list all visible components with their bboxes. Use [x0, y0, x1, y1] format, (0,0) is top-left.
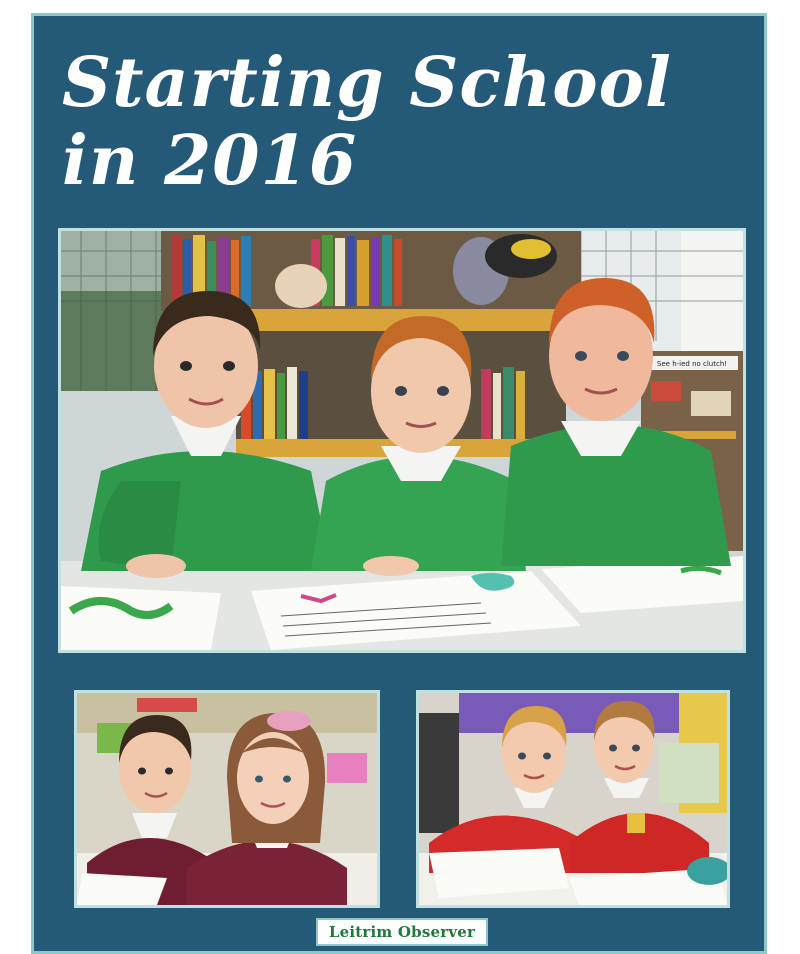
main-photo-illustration — [61, 231, 743, 650]
main-photo — [58, 228, 746, 653]
shelf-sign-text: See h-ied no clutch! — [656, 360, 728, 368]
bottom-left-photo — [74, 690, 380, 908]
bottom-left-photo-illustration — [77, 693, 377, 905]
masthead-text: Leitrim Observer — [328, 923, 476, 941]
cover-title — [62, 44, 672, 200]
title-line-2: in 2016 — [62, 121, 358, 201]
title-line-1: Starting School — [62, 43, 672, 123]
cover-page — [31, 13, 767, 954]
masthead-logo — [316, 918, 488, 946]
bottom-right-photo-illustration — [419, 693, 727, 905]
bottom-right-photo — [416, 690, 730, 908]
